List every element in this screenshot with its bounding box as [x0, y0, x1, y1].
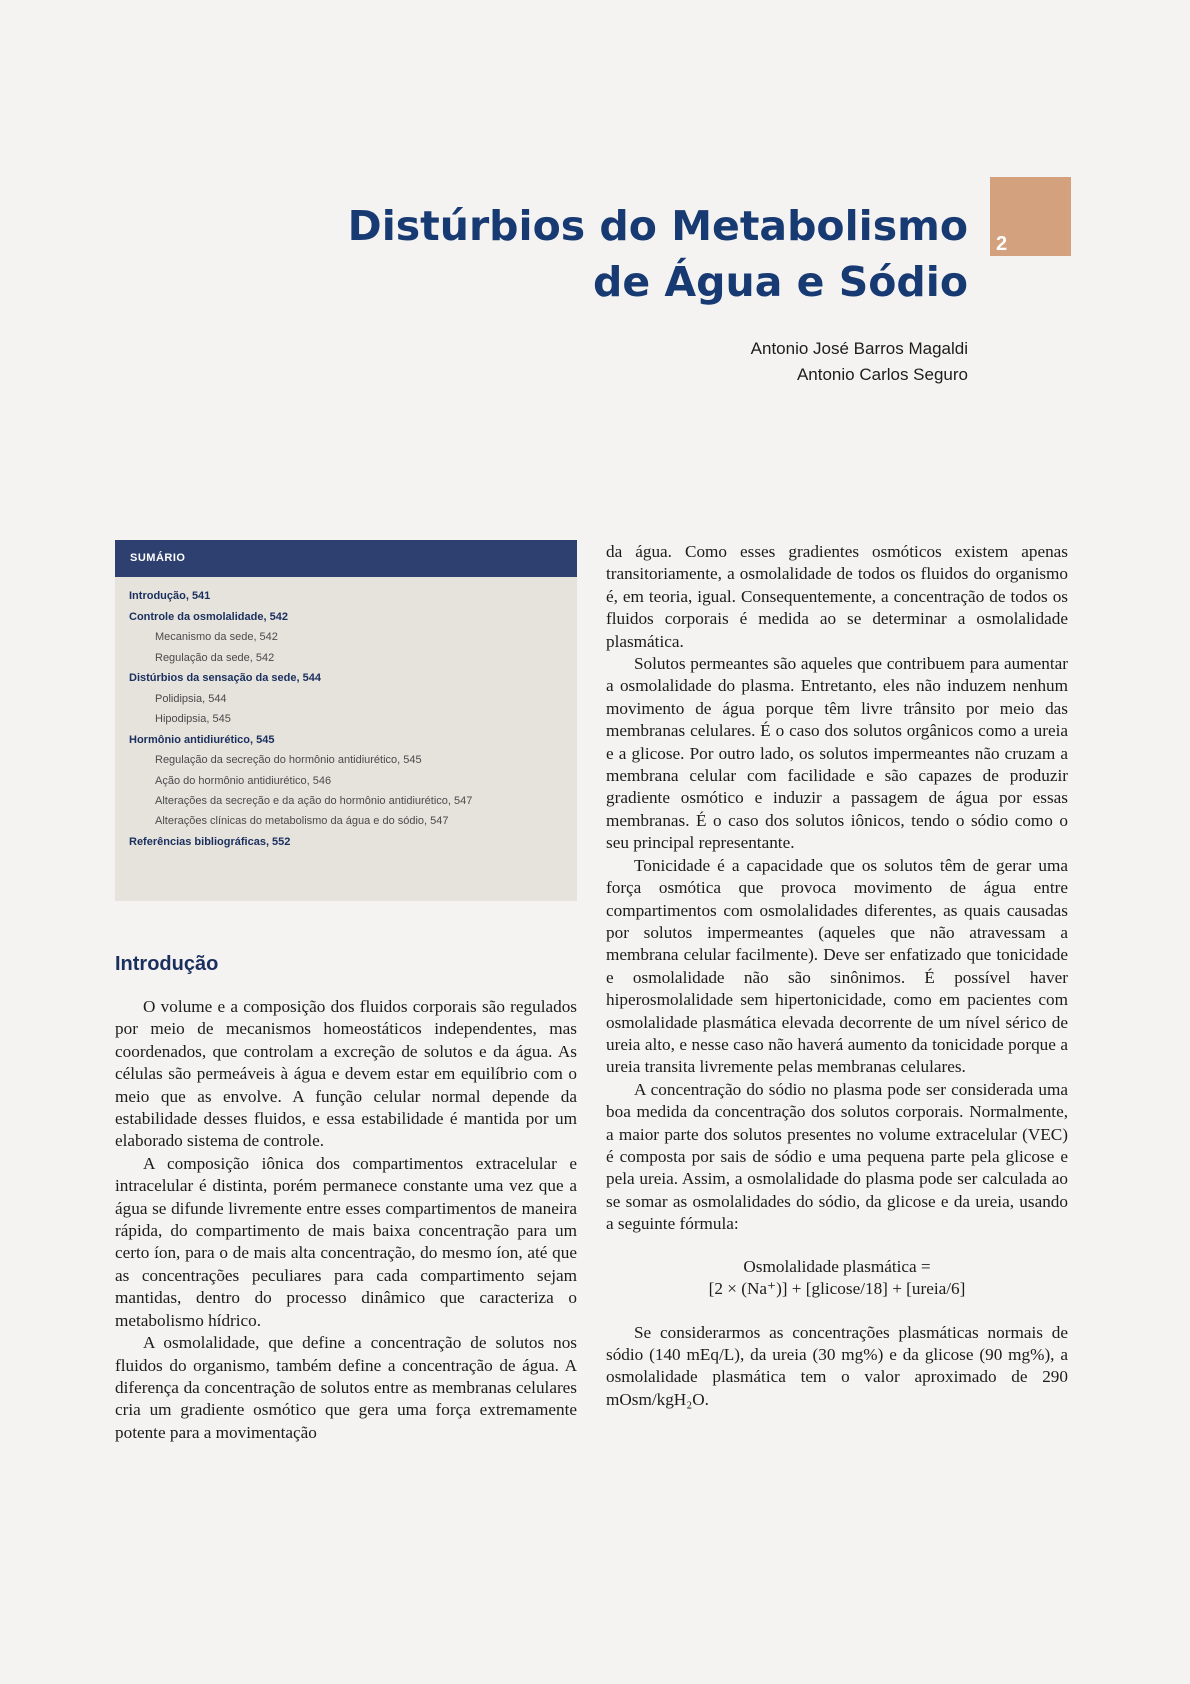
chapter-title: [348, 198, 968, 310]
chapter-number: 2: [996, 233, 1008, 255]
summary-subitem: Hipodipsia, 545: [155, 713, 231, 725]
summary-subitem: Regulação da sede, 542: [155, 651, 275, 664]
summary-subitem: Alterações da secreção e da ação do hormônio antidiurético, 547: [155, 795, 473, 807]
summary-subitem: Polidipsia, 544: [155, 692, 227, 705]
summary-box: [115, 540, 577, 901]
author-name: Antonio José Barros Magaldi: [750, 339, 968, 358]
summary-list: [115, 577, 577, 852]
chapter-title-line-2: de Água e Sódio: [593, 258, 968, 306]
summary-item: Hormônio antidiurético, 545: [129, 733, 275, 746]
author-name: Antonio Carlos Seguro: [796, 365, 968, 384]
summary-subitem: Regulação da secreção do hormônio antidiurético, 545: [155, 754, 422, 766]
left-column-text: [115, 996, 577, 1444]
body-paragraph: A concentração do sódio no plasma pode ser considerada uma boa medida da concentração dos solutos corporais. Normalmente, a maior parte dos solutos presentes no volume extracelular (VEC) é composta por sais de sódio e uma pequena parte pela glicose e pela ureia. Assim, a osmolalidade do plasma pode ser calculada ao se somar as osmolalidades do sódio, da glicose e da ureia, usando a seguinte fórmula:: [606, 1079, 1068, 1234]
body-paragraph: O volume e a composição dos fluidos corporais são regulados por meio de mecanismos homeostáticos independentes, mas coordenados, que controlam a excreção de solutos e da água. As células são permeáveis à água e devem estar em equilíbrio com o meio que as envolve. A função celular normal depende da estabilidade desses fluidos, e essa estabilidade é mantida por um elaborado sistema de controle.: [115, 997, 577, 1151]
summary-item: Controle da osmolalidade, 542: [129, 610, 288, 623]
formula-line: [2 × (Na⁺)] + [glicose/18] + [ureia/6]: [708, 1278, 966, 1298]
formula-line: Osmolalidade plasmática =: [743, 1256, 931, 1276]
right-column-text: [606, 541, 1068, 1411]
summary-heading: SUMÁRIO: [115, 540, 577, 577]
section-heading-introducao: Introdução: [115, 953, 219, 975]
body-paragraph: A composição iônica dos compartimentos extracelular e intracelular é distinta, porém permanece constante uma vez que a água se difunde livremente entre esses compartimentos de maneira rápida, do compartimento de mais baixa concentração para um certo íon, para o de mais alta concentração, do mesmo íon, até que as concentrações peculiares para cada compartimento sejam mantidas, dentro do processo dinâmico que caracteriza o metabolismo hídrico.: [115, 1153, 577, 1330]
summary-subitem: Alterações clínicas do metabolismo da água e do sódio, 547: [155, 815, 449, 827]
summary-subitem: Mecanismo da sede, 542: [155, 631, 278, 643]
authors: [751, 336, 968, 388]
chapter-title-line-1: Distúrbios do Metabolismo: [347, 202, 968, 250]
summary-item: Distúrbios da sensação da sede, 544: [129, 672, 321, 684]
body-paragraph: Tonicidade é a capacidade que os solutos têm de gerar uma força osmótica que provoca movimento de água entre compartimentos com osmolalidades diferentes, as quais causadas por solutos impermeantes (aqueles que não atravessam a membrana celular facilmente). Deve ser enfatizado que tonicidade e osmolalidade não são sinônimos. É possível haver hiperosmolalidade sem hipertonicidade, como em pacientes com osmolalidade plasmática elevada decorrente de um nível sérico de ureia alto, e nesse caso não haverá aumento da tonicidade porque a ureia transita livremente pelas membranas celulares.: [606, 855, 1068, 1077]
body-paragraph: da água. Como esses gradientes osmóticos existem apenas transitoriamente, a osmolalidade de todos os fluidos do organismo é, em teoria, igual. Consequentemente, a concentração de todos os fluidos corporais é medida ao se determinar a osmolalidade plasmática.: [606, 542, 1068, 651]
summary-item: Referências bibliográficas, 552: [129, 835, 291, 848]
summary-subitem: Ação do hormônio antidiurético, 546: [155, 774, 332, 787]
summary-item: Introdução, 541: [129, 590, 211, 602]
chapter-number-tab: [990, 177, 1071, 256]
body-paragraph: Se considerarmos as concentrações plasmáticas normais de sódio (140 mEq/L), da ureia (30 mg%) e da glicose (90 mg%), a osmolalidade plasmática tem o valor aproximado de 290 mOsm/kgH₂O.: [606, 1322, 1068, 1409]
osmolality-formula: [606, 1256, 1068, 1300]
body-paragraph: Solutos permeantes são aqueles que contribuem para aumentar a osmolalidade do plasma. Entretanto, eles não induzem nenhum movimento de água porque têm livre trânsito por meio das membranas celulares. É o caso dos solutos orgânicos como a ureia e a glicose. Por outro lado, os solutos impermeantes não cruzam a membrana celular com facilidade e são capazes de produzir gradiente osmótico e induzir a passagem de água por essas membranas. É o caso dos solutos iônicos, tendo o sódio como o seu principal representante.: [606, 654, 1068, 853]
body-paragraph: A osmolalidade, que define a concentração de solutos nos fluidos do organismo, também define a concentração de água. A diferença da concentração de solutos entre as membranas celulares cria um gradiente osmótico que gera uma força extremamente potente para a movimentação: [115, 1333, 577, 1442]
